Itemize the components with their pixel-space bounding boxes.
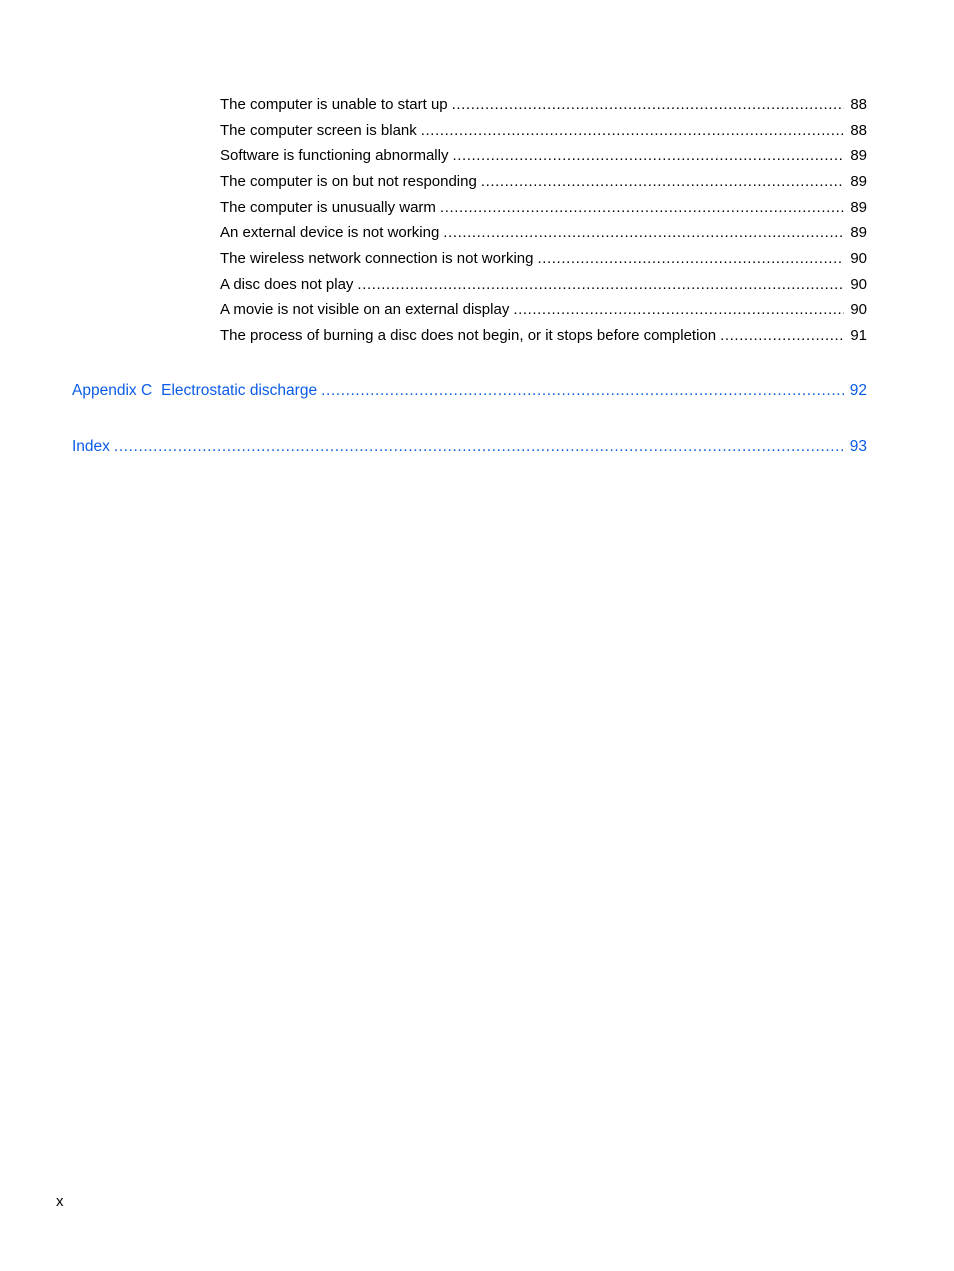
toc-entry-title: The computer is on but not responding	[220, 173, 477, 190]
toc-entry-page: 88	[850, 122, 867, 139]
toc-entry-title: A movie is not visible on an external display	[220, 301, 510, 318]
toc-entry[interactable]	[220, 147, 867, 165]
toc-entry-page: 90	[850, 301, 867, 318]
toc-entry-title: The computer is unusually warm	[220, 199, 436, 216]
toc-appendix-title-group	[72, 382, 317, 400]
toc-entry-page: 89	[850, 147, 867, 164]
toc-entry-title: The computer is unable to start up	[220, 96, 448, 113]
toc-entry-page: 89	[850, 199, 867, 216]
toc-entry-title: A disc does not play	[220, 276, 354, 293]
toc-entry[interactable]	[220, 224, 867, 242]
toc-index-link[interactable]	[72, 438, 867, 456]
toc-entry[interactable]	[220, 96, 867, 114]
dot-leader	[481, 173, 844, 191]
dot-leader	[537, 250, 844, 268]
dot-leader	[513, 301, 844, 319]
dot-leader	[357, 276, 844, 294]
dot-leader	[452, 96, 845, 114]
toc-entry[interactable]	[220, 327, 867, 345]
dot-leader	[443, 224, 844, 242]
index-page: 93	[849, 438, 867, 455]
index-title: Index	[72, 438, 110, 455]
toc-entry-title: An external device is not working	[220, 224, 440, 241]
dot-leader	[452, 147, 844, 165]
toc-entry[interactable]	[220, 173, 867, 191]
appendix-title: Electrostatic discharge	[161, 382, 318, 399]
toc-entry-page: 91	[850, 327, 867, 344]
toc-appendix-link[interactable]	[72, 382, 867, 400]
toc-entry-title: The wireless network connection is not working	[220, 250, 534, 267]
dot-leader	[720, 327, 844, 345]
appendix-label: Appendix C	[72, 382, 153, 399]
toc-entry-title: Software is functioning abnormally	[220, 147, 449, 164]
toc-entry-page: 90	[850, 250, 867, 267]
dot-leader	[440, 199, 844, 217]
toc-entry-title: The computer screen is blank	[220, 122, 417, 139]
toc-entry[interactable]	[220, 276, 867, 294]
toc-entry[interactable]	[220, 301, 867, 319]
toc-entry[interactable]	[220, 122, 867, 140]
toc-entry-page: 89	[850, 224, 867, 241]
toc-entry-title: The process of burning a disc does not begin, or it stops before completion	[220, 327, 717, 344]
toc-entry-page: 88	[850, 96, 867, 113]
dot-leader	[421, 122, 845, 140]
toc-entry[interactable]	[220, 250, 867, 268]
dot-leader	[114, 438, 844, 456]
dot-leader	[321, 382, 844, 400]
appendix-page: 92	[849, 382, 867, 399]
toc-entry-page: 89	[850, 173, 867, 190]
toc-entry-page: 90	[850, 276, 867, 293]
toc-entry[interactable]	[220, 199, 867, 217]
footer-page-number: x	[56, 1193, 64, 1210]
